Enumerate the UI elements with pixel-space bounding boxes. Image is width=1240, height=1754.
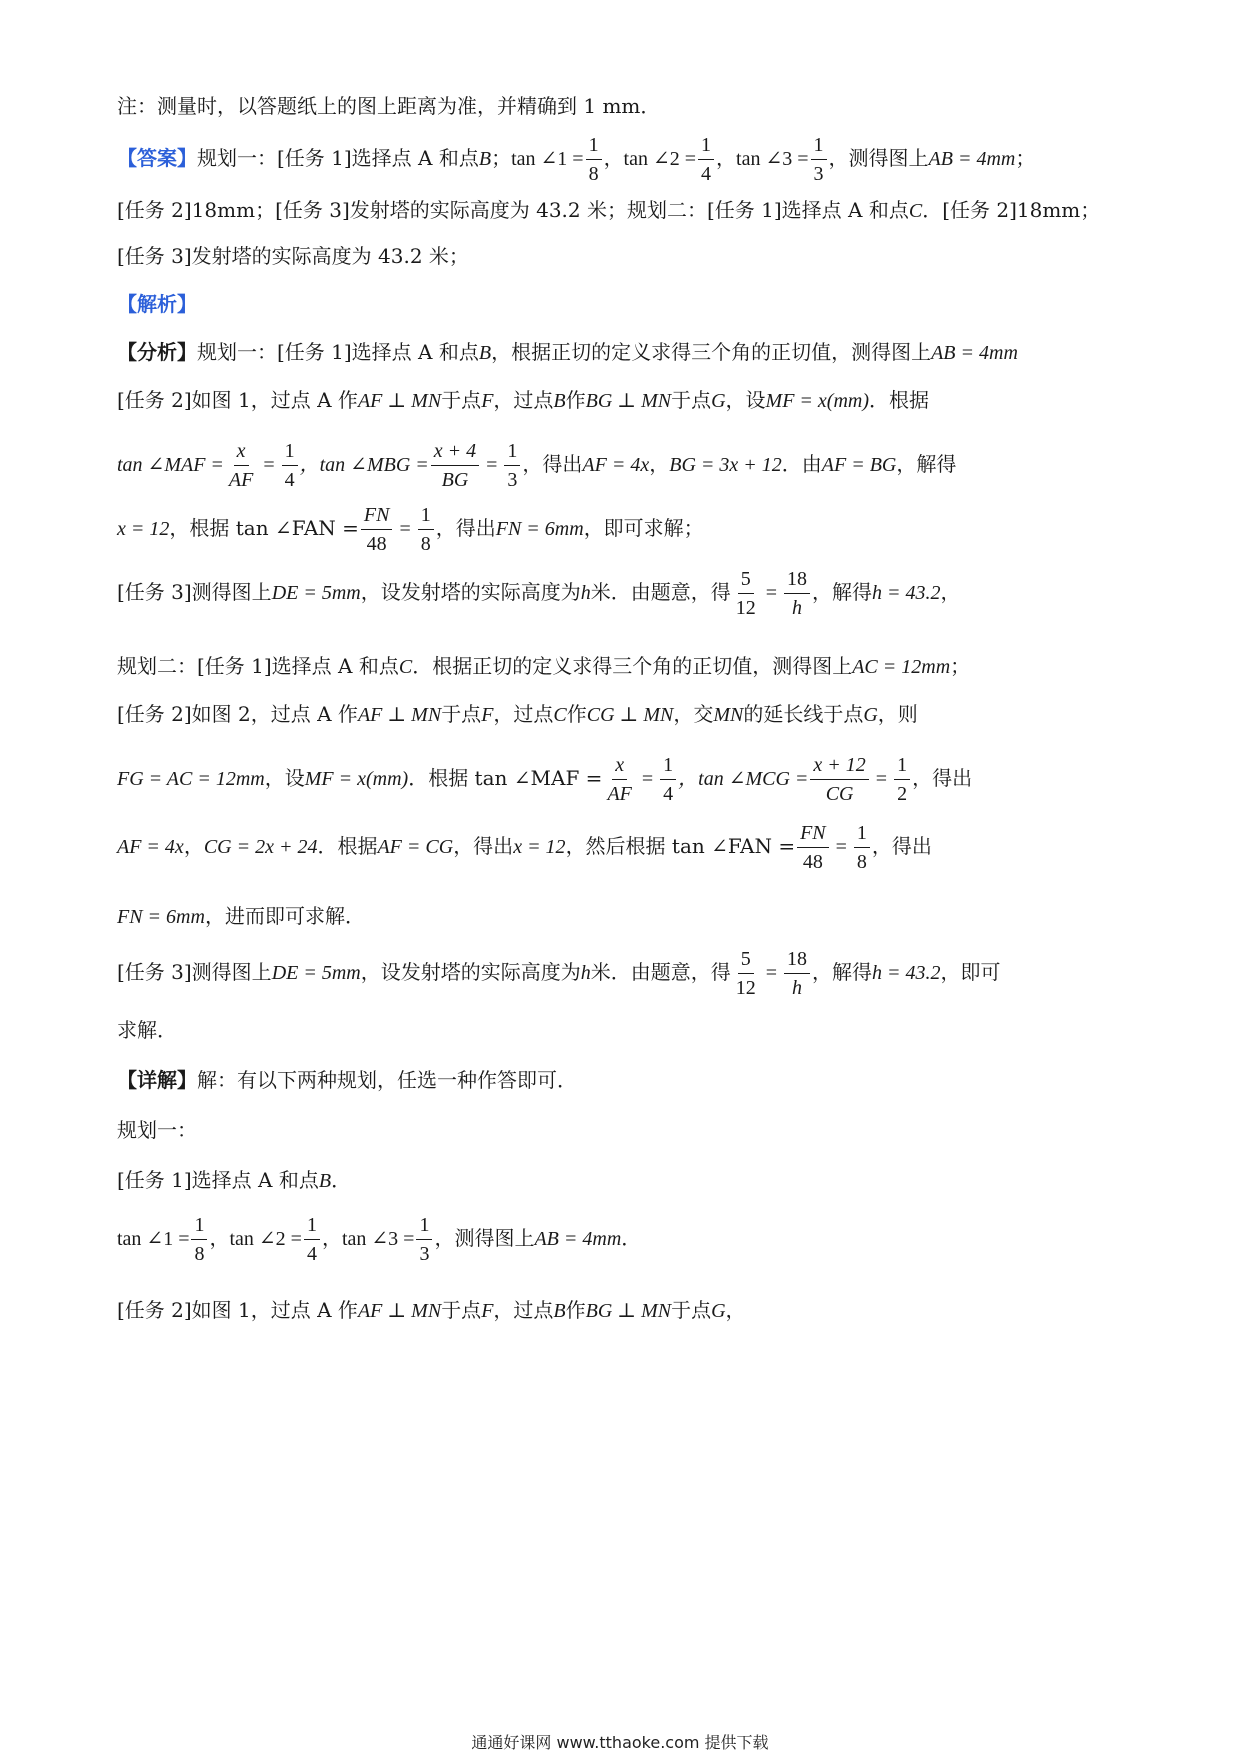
analysis-text: ．根据 tan ∠MAF = [408,766,603,790]
fraction-denominator: 48 [366,533,387,555]
fraction-denominator: 8 [856,851,867,873]
detail-text: 于点 [441,1298,482,1322]
detail-text: 规划一： [117,1118,197,1142]
math-expr: BG ⊥ MN [585,390,672,412]
analysis-heading [117,284,1137,324]
fraction [416,1211,432,1268]
analysis-text: ，即可 [940,960,1001,984]
analysis-line-4: x = 12，根据 tan ∠FAN = $\frac{FN}{48}$ = $\frac{1}{8}$ ，得出FN = 6mm，即可求解； [117,496,1137,560]
math-expr: MF = x(mm) [765,390,870,412]
answer-text: [任务 2]18mm；[任务 3]发射塔的实际高度为 43.2 米；规划二：[任务 1]选择点 A 和点 [117,198,909,222]
answer-text: ，tan ∠2 = [603,148,697,170]
fraction-numerator: 1 [660,751,676,780]
analysis-text: ．由 [781,452,822,476]
answer-text: ；tan ∠1 = [491,148,584,170]
fraction-denominator: 4 [306,1243,317,1265]
math-expr: h = 43.2 [872,582,941,604]
fraction-numerator: 1 [504,437,520,466]
point-b: B [478,148,492,170]
detail-line-3 [117,1160,1137,1200]
math-expr: h = 43.2 [872,962,941,984]
math-expr: AF ⊥ MN [357,390,442,412]
fraction-denominator: BG [441,469,469,491]
fraction-denominator: 3 [419,1243,430,1265]
analysis-text: ，然后根据 tan ∠FAN = [565,834,796,858]
fraction [418,501,434,558]
math-expr: CG ⊥ MN [586,704,674,726]
xiangjie-tag: 【详解】 [117,1068,197,1092]
math-expr: AF = 4x [582,454,650,476]
analysis-text: ，设 [264,766,305,790]
fraction-denominator: AF [607,783,632,805]
detail-text: 解：有以下两种规划，任选一种作答即可． [197,1068,577,1092]
fraction [304,1211,320,1268]
math-expr: DE = 5mm [271,962,361,984]
detail-line-1 [117,1060,1137,1100]
answer-tag: 【答案】 [117,146,197,170]
fraction-numerator: 1 [282,437,298,466]
fraction [226,437,256,494]
math-expr: ，tan ∠2 = [209,1228,302,1250]
analysis-text: ； [950,654,971,678]
fraction-denominator: 12 [735,597,756,619]
fraction [431,437,479,494]
analysis-text: ，解得 [896,452,957,476]
fraction-numerator: 5 [738,945,754,974]
point-c: C [908,200,923,222]
analysis-line-5: [任务 3]测得图上DE = 5mm，设发射塔的实际高度为h米．由题意，得 $\frac{5}{12}$ = $\frac{18}{h}$ ，解得h = 43.2， [117,560,1137,624]
analysis-line-9: AF = 4x，CG = 2x + 24．根据AF = CG，得出x = 12，然后根据 tan ∠FAN = $\frac{FN}{48}$ = $\frac{1}{8}$ ，得出 [117,814,1137,878]
analysis-text: [任务 3]测得图上 [117,580,272,604]
analysis-text: ，进而即可求解． [204,904,365,928]
fraction [361,501,393,558]
answer-line-3 [117,236,1137,276]
analysis-text: 求解． [117,1018,177,1042]
analysis-text: ，过点 [493,388,554,412]
math-expr: DE = 5mm [271,582,361,604]
analysis-line-12 [117,1010,1137,1050]
answer-text: ； [1015,146,1036,170]
analysis-text: ，得出 [912,766,973,790]
analysis-text: ， [940,580,961,604]
detail-text: ． [331,1168,352,1192]
fraction [660,751,676,808]
fraction-denominator: 3 [507,469,518,491]
analysis-text: ， [649,452,670,476]
fraction-numerator: FN [361,501,393,530]
analysis-text: [任务 2]如图 1，过点 A 作 [117,388,358,412]
note-text: 注：测量时，以答题纸上的图上距离为准，并精确到 1 mm． [117,94,661,118]
symbol-h: h [580,582,591,604]
fraction-denominator: 2 [897,783,908,805]
fraction-denominator: 3 [813,163,824,185]
fraction [894,751,910,808]
fraction-numerator: 1 [586,131,602,160]
fraction-numerator: 1 [698,131,714,160]
fraction [784,945,810,1002]
analysis-text: ，得出 [453,834,514,858]
analysis-text: [任务 3]测得图上 [117,960,272,984]
detail-text: ， [725,1298,746,1322]
analysis-text: 的延长线于点 [743,702,864,726]
fraction-denominator: 8 [194,1243,205,1265]
symbol-h: h [580,962,591,984]
fraction-denominator: AF [228,469,254,491]
fraction-numerator: x [234,437,249,466]
point-c: C [398,656,413,678]
math-expr: BG ⊥ MN [585,1300,672,1322]
detail-line-4 [117,1206,1137,1270]
fenxi-tag: 【分析】 [117,340,197,364]
math-expr: tan ∠1 = [117,1228,190,1250]
point-b: B [553,390,566,412]
math-expr: AB = 4mm [534,1228,622,1250]
fraction [698,131,714,188]
math-expr: FG = AC = 12mm [117,768,265,790]
fraction-denominator: 4 [701,163,712,185]
analysis-text: ．根据 [317,834,378,858]
analysis-line-1 [117,332,1137,372]
fraction [797,819,829,876]
fraction-numerator: 5 [738,565,754,594]
detail-text: ． [621,1226,642,1250]
analysis-text: ，得出 [435,516,496,540]
math-expr: AF = 4x [117,836,184,858]
fraction [604,751,634,808]
answer-line-1 [117,126,1137,190]
math-expr: AB = 4mm [928,148,1016,170]
analysis-text: ，设发射塔的实际高度为 [360,580,581,604]
math-expr: ，tan ∠MBG = [299,454,429,476]
analysis-text: ，交 [673,702,714,726]
analysis-text: 于点 [441,702,482,726]
fraction-numerator: 1 [811,131,827,160]
fraction-numerator: 1 [304,1211,320,1240]
point-b: B [553,1300,566,1322]
analysis-text: 于点 [441,388,482,412]
detail-line-5 [117,1290,1137,1330]
fraction-numerator: 1 [418,501,434,530]
fraction [784,565,810,622]
fraction-numerator: 1 [854,819,870,848]
fraction [191,1211,207,1268]
analysis-line-7 [117,694,1137,734]
fraction [811,131,827,188]
fraction-denominator: 8 [420,533,431,555]
point-b: B [478,342,492,364]
fraction-numerator: 18 [784,565,810,594]
math-expr: MN [713,704,744,726]
point-f: F [481,704,494,726]
fraction [810,751,868,808]
analysis-text: ，则 [877,702,918,726]
math-expr: MF = x(mm) [304,768,409,790]
fraction-denominator: h [792,597,803,619]
analysis-text: ，解得 [812,580,873,604]
math-expr: AC = 12mm [852,656,951,678]
math-expr: FN = 6mm [117,906,205,928]
math-expr: x = 12 [513,836,566,858]
analysis-line-8: FG = AC = 12mm，设MF = x(mm)．根据 tan ∠MAF = $\frac{x}{AF}$ = $\frac{1}{4}$ ，tan ∠MCG = $\frac{x + 12}{CG}$ = $\frac{1}{2}$ ，得出 [117,746,1137,810]
detail-text: 于点 [671,1298,712,1322]
fraction-numerator: x + 4 [431,437,479,466]
math-expr: AF = BG [821,454,897,476]
fraction-denominator: h [792,977,803,999]
analysis-text: 规划一：[任务 1]选择点 A 和点 [197,340,479,364]
analysis-text: 米．由题意，得 [590,960,731,984]
answer-line-2 [117,190,1137,230]
fraction [733,565,759,622]
math-expr: BG = 3x + 12 [669,454,782,476]
detail-text: ，测得图上 [434,1226,535,1250]
answer-text: ，tan ∠3 = [716,148,809,170]
analysis-text: 米．由题意，得 [590,580,731,604]
analysis-text: ，得出 [522,452,583,476]
fraction-denominator: 8 [588,163,599,185]
detail-text: ，过点 [493,1298,554,1322]
analysis-text: ，解得 [812,960,873,984]
point-c: C [553,704,567,726]
fraction [504,437,520,494]
answer-text: 规划一：[任务 1]选择点 A 和点 [197,146,479,170]
math-expr: ，tan ∠MCG = [678,768,809,790]
analysis-line-11: [任务 3]测得图上DE = 5mm，设发射塔的实际高度为h米．由题意，得 $\frac{5}{12}$ = $\frac{18}{h}$ ，解得h = 43.2，即可 [117,940,1137,1004]
math-expr: tan ∠MAF = [117,454,224,476]
fraction-denominator: 48 [802,851,823,873]
fraction-numerator: x [612,751,627,780]
math-expr: FN = 6mm [495,518,584,540]
fraction-numerator: x + 12 [810,751,868,780]
fraction-numerator: 1 [894,751,910,780]
answer-text: ．[任务 2]18mm； [922,198,1101,222]
math-expr: AB = 4mm [931,342,1018,364]
point-f: F [481,390,494,412]
detail-text: [任务 1]选择点 A 和点 [117,1168,319,1192]
fraction-denominator: 4 [663,783,674,805]
jiexi-tag: 【解析】 [117,292,197,316]
analysis-text: ，根据正切的定义求得三个角的正切值，测得图上 [491,340,932,364]
math-expr: AF = CG [377,836,454,858]
page-footer: 通通好课网 www.tthaoke.com 提供下载 [471,1733,769,1752]
analysis-text: ．根据正切的定义求得三个角的正切值，测得图上 [412,654,853,678]
analysis-line-6 [117,646,1137,686]
analysis-text: 规划二：[任务 1]选择点 A 和点 [117,654,399,678]
math-expr: AF ⊥ MN [357,1300,442,1322]
fraction-numerator: 1 [416,1211,432,1240]
analysis-text: ，设发射塔的实际高度为 [360,960,581,984]
analysis-text: [任务 2]如图 2，过点 A 作 [117,702,358,726]
analysis-text: ，根据 tan ∠FAN = [169,516,359,540]
math-expr: CG = 2x + 24 [203,836,318,858]
detail-text: 作 [565,1298,586,1322]
fraction-numerator: 18 [784,945,810,974]
analysis-text: ， [183,834,204,858]
analysis-line-10 [117,896,1137,936]
analysis-text: 作 [566,702,587,726]
analysis-text: 于点 [671,388,712,412]
analysis-text: ，设 [725,388,766,412]
fraction [733,945,759,1002]
fraction-numerator: 1 [191,1211,207,1240]
fraction [282,437,298,494]
analysis-text: ．根据 [869,388,930,412]
analysis-text: ，即可求解； [583,516,704,540]
fraction-numerator: FN [797,819,829,848]
analysis-line-2 [117,380,1137,420]
fraction-denominator: 4 [284,469,295,491]
point-g: G [711,390,726,412]
fraction-denominator: 12 [735,977,756,999]
answer-text: ，测得图上 [828,146,929,170]
math-expr: x = 12 [117,518,170,540]
fraction [586,131,602,188]
point-f: F [481,1300,494,1322]
detail-line-2 [117,1110,1137,1150]
analysis-line-3: tan ∠MAF = $\frac{x}{AF}$ = $\frac{1}{4}$ ，tan ∠MBG = $\frac{x + 4}{BG}$ = $\frac{1}{3}$ ，得出AF = 4x，BG = 3x + 12．由AF = BG，解得 [117,432,1137,496]
note-line [117,86,1137,126]
analysis-text: ，过点 [493,702,554,726]
point-g: G [711,1300,726,1322]
answer-text: [任务 3]发射塔的实际高度为 43.2 米； [117,244,469,268]
math-expr: ，tan ∠3 = [321,1228,415,1250]
point-b: B [318,1170,332,1192]
fraction [854,819,870,876]
analysis-text: ，得出 [871,834,932,858]
fraction-denominator: CG [825,783,854,805]
math-expr: AF ⊥ MN [357,704,442,726]
point-g: G [863,704,878,726]
detail-text: [任务 2]如图 1，过点 A 作 [117,1298,358,1322]
analysis-text: 作 [565,388,586,412]
